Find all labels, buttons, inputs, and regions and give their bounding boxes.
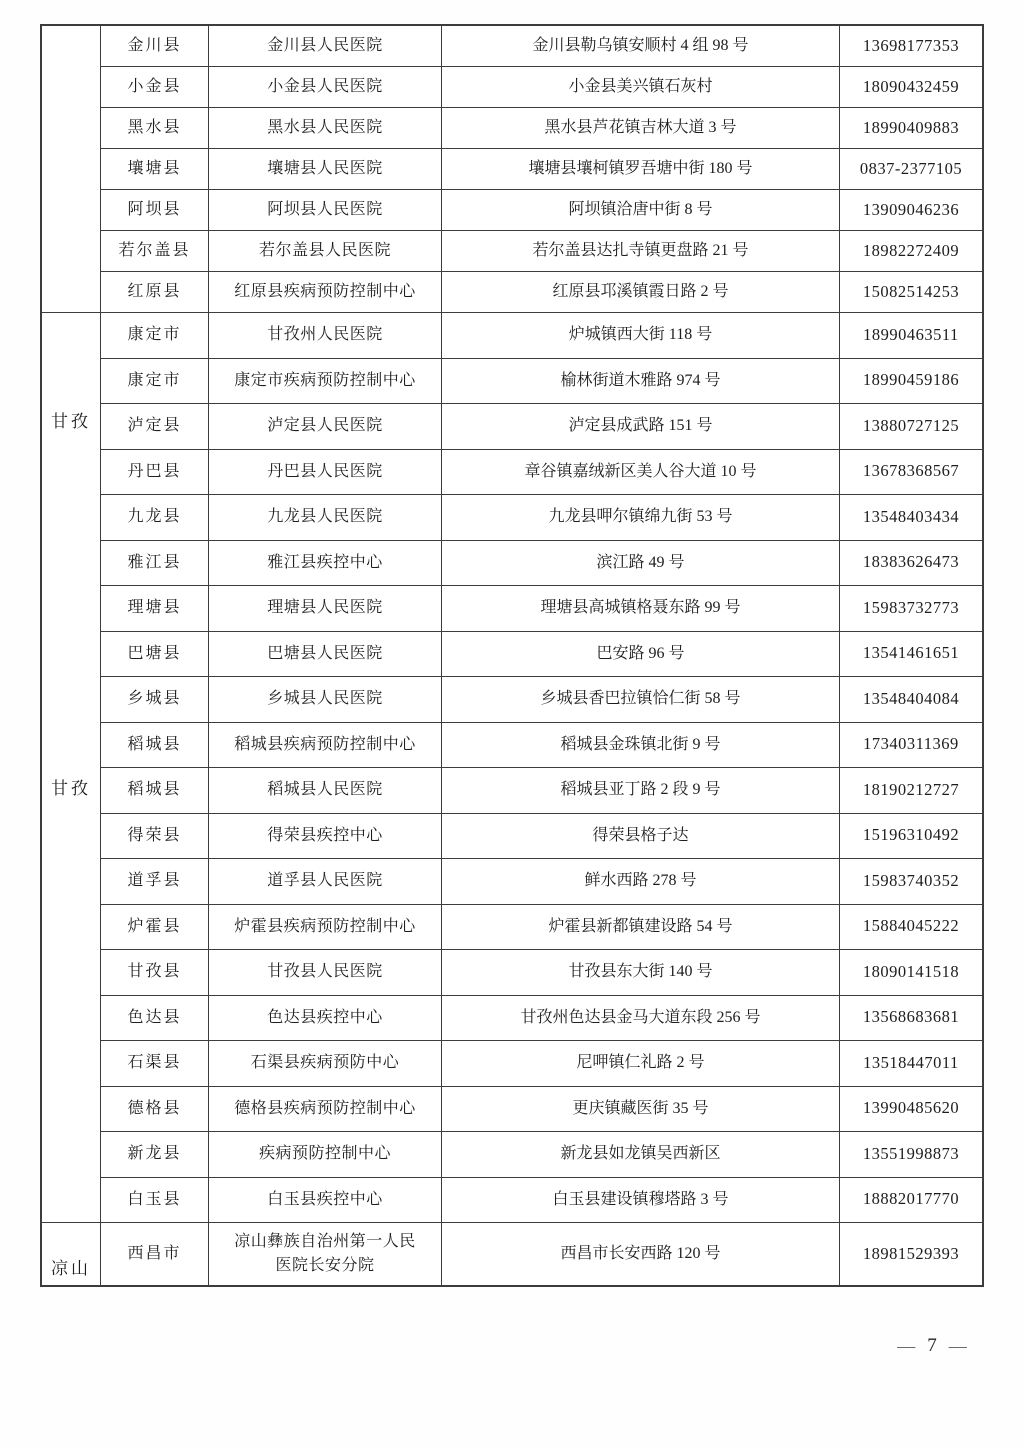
- county-text: 石渠县: [127, 1054, 182, 1072]
- prefecture-cell: [42, 1223, 100, 1285]
- phone-text: 13541461651: [862, 643, 960, 663]
- institution-cell: [209, 26, 442, 66]
- phone-text: 15884045222: [862, 916, 960, 936]
- address-text: 甘孜州色达县金马大道东段 256 号: [520, 1008, 761, 1026]
- address-text: 稻城县亚丁路 2 段 9 号: [560, 781, 721, 799]
- phone-cell: [840, 1178, 982, 1223]
- phone-cell: [840, 495, 982, 540]
- county-text: 西昌市: [127, 1245, 182, 1262]
- institution-cell: [209, 1132, 442, 1177]
- phone-cell: [840, 1132, 982, 1177]
- institution-cell: [209, 768, 442, 813]
- phone-cell: [840, 359, 982, 404]
- county-text: 得荣县: [127, 826, 182, 844]
- institution-cell: [209, 1223, 442, 1285]
- county-text: 白玉县: [127, 1190, 182, 1208]
- institution-cell: [209, 950, 442, 995]
- phone-text: 13551998873: [862, 1143, 960, 1163]
- address-cell: [442, 1132, 840, 1177]
- county-cell: [101, 541, 209, 586]
- phone-text: 13678368567: [862, 461, 960, 481]
- address-cell: [442, 996, 840, 1041]
- address-cell: [442, 950, 840, 995]
- county-cell: [101, 586, 209, 631]
- county-text: 金川县: [127, 37, 182, 54]
- table-row: [101, 632, 982, 678]
- county-cell: [101, 149, 209, 189]
- institution-cell: [209, 1178, 442, 1223]
- institution-text: 德格县疾病预防控制中心: [234, 1099, 416, 1117]
- county-text: 理塘县: [127, 599, 182, 617]
- phone-cell: [840, 1223, 982, 1285]
- address-text: 小金县美兴镇石灰村: [568, 78, 713, 95]
- institution-cell: [209, 1087, 442, 1132]
- address-cell: [442, 67, 840, 107]
- phone-text: 13880727125: [862, 415, 960, 435]
- institution-text: 巴塘县人民医院: [267, 644, 383, 662]
- phone-text: 18090432459: [862, 76, 960, 96]
- institution-cell: [209, 859, 442, 904]
- institution-cell: [209, 632, 442, 677]
- county-text: 小金县: [127, 78, 182, 95]
- county-text: 康定市: [127, 326, 182, 344]
- phone-text: 13548404084: [862, 688, 960, 708]
- county-cell: [101, 1041, 209, 1086]
- table-row: [101, 541, 982, 587]
- phone-cell: [840, 450, 982, 495]
- table-row: [101, 586, 982, 632]
- institution-cell: [209, 495, 442, 540]
- phone-text: 18882017770: [862, 1189, 960, 1209]
- address-text: 白玉县建设镇穆塔路 3 号: [552, 1190, 729, 1208]
- institution-cell: [209, 450, 442, 495]
- county-cell: [101, 359, 209, 404]
- address-cell: [442, 149, 840, 189]
- phone-cell: [840, 1041, 982, 1086]
- address-text: 更庆镇藏医街 35 号: [572, 1099, 709, 1117]
- address-text: 甘孜县东大街 140 号: [568, 963, 713, 981]
- institution-text: 壤塘县人民医院: [267, 160, 383, 177]
- address-cell: [442, 859, 840, 904]
- prefecture-label: 凉山: [51, 1259, 91, 1278]
- county-text: 阿坝县: [127, 201, 182, 218]
- county-text: 色达县: [127, 1008, 182, 1026]
- phone-text: 15082514253: [862, 281, 960, 301]
- institution-cell: [209, 677, 442, 722]
- institution-cell: [209, 67, 442, 107]
- address-cell: [442, 677, 840, 722]
- county-cell: [101, 1087, 209, 1132]
- address-text: 九龙县呷尔镇绵九街 53 号: [548, 508, 733, 526]
- table-row: [101, 231, 982, 272]
- institution-text: 小金县人民医院: [267, 78, 383, 95]
- phone-text: 0837-2377105: [859, 158, 963, 178]
- institution-cell: [209, 541, 442, 586]
- county-text: 康定市: [127, 371, 182, 389]
- table-row: [101, 404, 982, 450]
- phone-text: 13548403434: [862, 506, 960, 526]
- institution-text: 阿坝县人民医院: [267, 201, 383, 218]
- address-text: 尼呷镇仁礼路 2 号: [576, 1054, 705, 1072]
- address-text: 滨江路 49 号: [596, 553, 685, 571]
- table-row: [101, 359, 982, 405]
- page-number-value: 7: [927, 1335, 937, 1356]
- address-text: 炉霍县新都镇建设路 54 号: [548, 917, 733, 935]
- county-cell: [101, 190, 209, 230]
- county-cell: [101, 950, 209, 995]
- table-row: [101, 814, 982, 860]
- address-cell: [442, 1178, 840, 1223]
- page-number-dash-left: —: [897, 1335, 916, 1356]
- phone-cell: [840, 814, 982, 859]
- county-text: 红原县: [127, 283, 182, 300]
- table-row: [101, 450, 982, 496]
- address-text: 乡城县香巴拉镇恰仁街 58 号: [540, 690, 741, 708]
- phone-cell: [840, 1087, 982, 1132]
- address-cell: [442, 231, 840, 271]
- institution-text: 若尔盖县人民医院: [258, 242, 391, 259]
- county-text: 泸定县: [127, 417, 182, 435]
- table-row: [101, 1223, 982, 1285]
- institution-text: 色达县疾控中心: [267, 1008, 383, 1026]
- address-text: 若尔盖县达扎寺镇更盘路 21 号: [532, 242, 749, 259]
- address-text: 巴安路 96 号: [596, 644, 685, 662]
- contact-directory-table: [40, 24, 984, 1287]
- address-text: 红原县邛溪镇霞日路 2 号: [552, 283, 729, 300]
- address-text: 新龙县如龙镇吴西新区: [560, 1145, 721, 1163]
- table-row: [101, 108, 982, 149]
- table-row: [101, 1132, 982, 1178]
- phone-text: 15983740352: [862, 870, 960, 890]
- institution-cell: [209, 723, 442, 768]
- address-text: 壤塘县壤柯镇罗吾塘中街 180 号: [528, 160, 753, 177]
- table-row: [101, 1178, 982, 1224]
- address-cell: [442, 905, 840, 950]
- institution-text: 九龙县人民医院: [267, 508, 383, 526]
- phone-text: 18982272409: [862, 240, 960, 260]
- county-cell: [101, 1132, 209, 1177]
- county-text: 道孚县: [127, 872, 182, 890]
- phone-cell: [840, 950, 982, 995]
- table-row: [101, 905, 982, 951]
- county-text: 雅江县: [127, 553, 182, 571]
- address-text: 金川县勒乌镇安顺村 4 组 98 号: [532, 37, 749, 54]
- phone-text: 18990463511: [863, 324, 959, 344]
- address-text: 黑水县芦花镇吉林大道 3 号: [544, 119, 737, 136]
- phone-cell: [840, 723, 982, 768]
- address-cell: [442, 632, 840, 677]
- phone-text: 18990409883: [862, 117, 960, 137]
- institution-text: 白玉县疾控中心: [267, 1190, 383, 1208]
- county-cell: [101, 313, 209, 358]
- phone-cell: [840, 996, 982, 1041]
- institution-cell: [209, 149, 442, 189]
- county-cell: [101, 677, 209, 722]
- phone-text: 13990485620: [862, 1098, 960, 1118]
- prefecture-label: 甘孜: [51, 412, 91, 431]
- phone-text: 18981529393: [862, 1243, 960, 1263]
- institution-cell: [209, 905, 442, 950]
- institution-text: 黑水县人民医院: [267, 119, 383, 136]
- institution-text: 甘孜州人民医院: [267, 326, 383, 344]
- table-row: [101, 859, 982, 905]
- phone-text: 18190212727: [862, 779, 960, 799]
- address-cell: [442, 586, 840, 631]
- table-row: [101, 950, 982, 996]
- county-cell: [101, 404, 209, 449]
- address-text: 西昌市长安西路 120 号: [560, 1245, 721, 1262]
- county-cell: [101, 632, 209, 677]
- county-cell: [101, 26, 209, 66]
- institution-text: 丹巴县人民医院: [267, 462, 383, 480]
- phone-text: 13568683681: [862, 1007, 960, 1027]
- county-cell: [101, 723, 209, 768]
- phone-text: 15196310492: [862, 825, 960, 845]
- address-cell: [442, 190, 840, 230]
- address-text: 章谷镇嘉绒新区美人谷大道 10 号: [524, 462, 757, 480]
- table-row: [101, 677, 982, 723]
- address-cell: [442, 26, 840, 66]
- county-cell: [101, 108, 209, 148]
- phone-cell: [840, 231, 982, 271]
- county-cell: [101, 996, 209, 1041]
- county-cell: [101, 67, 209, 107]
- phone-cell: [840, 677, 982, 722]
- county-text: 巴塘县: [127, 644, 182, 662]
- institution-text: 得荣县疾控中心: [267, 826, 383, 844]
- county-cell: [101, 272, 209, 312]
- institution-cell: [209, 586, 442, 631]
- page-number-dash-right: —: [948, 1335, 967, 1356]
- page-number: [862, 1334, 1002, 1358]
- institution-cell: [209, 272, 442, 312]
- institution-cell: [209, 231, 442, 271]
- institution-text: 稻城县人民医院: [267, 781, 383, 799]
- address-text: 炉城镇西大街 118 号: [568, 326, 713, 344]
- phone-cell: [840, 149, 982, 189]
- table-row: [101, 1087, 982, 1133]
- institution-text: 疾病预防控制中心: [258, 1145, 391, 1163]
- county-cell: [101, 495, 209, 540]
- phone-text: 15983732773: [862, 597, 960, 617]
- institution-cell: [209, 1041, 442, 1086]
- address-text: 泸定县成武路 151 号: [568, 417, 713, 435]
- county-cell: [101, 231, 209, 271]
- phone-cell: [840, 190, 982, 230]
- address-cell: [442, 272, 840, 312]
- address-cell: [442, 450, 840, 495]
- institution-cell: [209, 359, 442, 404]
- institution-text: 康定市疾病预防控制中心: [234, 371, 416, 389]
- institution-cell: [209, 313, 442, 358]
- county-cell: [101, 768, 209, 813]
- phone-text: 18990459186: [862, 370, 960, 390]
- county-text: 九龙县: [127, 508, 182, 526]
- institution-text: 石渠县疾病预防中心: [250, 1054, 400, 1072]
- address-cell: [442, 723, 840, 768]
- institution-cell: [209, 404, 442, 449]
- table-row: [101, 149, 982, 190]
- county-text: 炉霍县: [127, 917, 182, 935]
- phone-cell: [840, 26, 982, 66]
- county-cell: [101, 450, 209, 495]
- phone-cell: [840, 404, 982, 449]
- address-cell: [442, 313, 840, 358]
- phone-text: 13909046236: [862, 199, 960, 219]
- county-cell: [101, 905, 209, 950]
- county-text: 新龙县: [127, 1145, 182, 1163]
- phone-text: 17340311369: [863, 734, 959, 754]
- table-row: [101, 996, 982, 1042]
- phone-cell: [840, 541, 982, 586]
- table-row: [101, 313, 982, 359]
- county-cell: [101, 1223, 209, 1285]
- county-text: 甘孜县: [127, 963, 182, 981]
- phone-cell: [840, 859, 982, 904]
- address-text: 得荣县格子达: [592, 826, 689, 844]
- table-row: [101, 67, 982, 108]
- institution-text: 雅江县疾控中心: [267, 553, 383, 571]
- county-text: 稻城县: [127, 735, 182, 753]
- table-row: [101, 1041, 982, 1087]
- institution-text: 金川县人民医院: [267, 37, 383, 54]
- address-cell: [442, 541, 840, 586]
- prefecture-cell-empty: [42, 26, 100, 313]
- institution-text: 道孚县人民医院: [267, 872, 383, 890]
- phone-text: 18383626473: [862, 552, 960, 572]
- phone-cell: [840, 108, 982, 148]
- phone-cell: [840, 768, 982, 813]
- prefecture-label: 甘孜: [51, 779, 91, 798]
- address-cell: [442, 404, 840, 449]
- phone-text: 13698177353: [862, 35, 960, 55]
- address-cell: [442, 495, 840, 540]
- address-cell: [442, 814, 840, 859]
- address-text: 理塘县高城镇格聂东路 99 号: [540, 599, 741, 617]
- table-row: [101, 26, 982, 67]
- table-row: [101, 768, 982, 814]
- institution-text: 红原县疾病预防控制中心: [234, 283, 416, 300]
- address-text: 榆林街道木雅路 974 号: [560, 371, 721, 389]
- address-text: 稻城县金珠镇北街 9 号: [560, 735, 721, 753]
- phone-cell: [840, 272, 982, 312]
- table-row: [101, 190, 982, 231]
- address-cell: [442, 359, 840, 404]
- phone-cell: [840, 632, 982, 677]
- phone-text: 18090141518: [862, 961, 960, 981]
- county-cell: [101, 814, 209, 859]
- institution-text: 泸定县人民医院: [267, 417, 383, 435]
- phone-cell: [840, 313, 982, 358]
- address-cell: [442, 1041, 840, 1086]
- address-cell: [442, 768, 840, 813]
- table-row: [101, 272, 982, 313]
- institution-text: 理塘县人民医院: [267, 599, 383, 617]
- phone-cell: [840, 67, 982, 107]
- institution-cell: [209, 108, 442, 148]
- county-text: 稻城县: [127, 781, 182, 799]
- institution-text: 炉霍县疾病预防控制中心: [234, 917, 416, 935]
- institution-text: 甘孜县人民医院: [267, 963, 383, 981]
- prefecture-cell: [42, 313, 100, 1223]
- county-text: 壤塘县: [127, 160, 182, 177]
- county-cell: [101, 859, 209, 904]
- county-text: 黑水县: [127, 119, 182, 136]
- institution-text: 稻城县疾病预防控制中心: [234, 735, 416, 753]
- prefecture-column: [42, 26, 101, 1285]
- address-text: 阿坝镇洽唐中街 8 号: [568, 201, 713, 218]
- address-cell: [442, 1223, 840, 1285]
- table-rows-column: [101, 26, 982, 1285]
- county-cell: [101, 1178, 209, 1223]
- institution-cell: [209, 814, 442, 859]
- county-text: 乡城县: [127, 690, 182, 708]
- institution-cell: [209, 996, 442, 1041]
- table-row: [101, 495, 982, 541]
- address-cell: [442, 1087, 840, 1132]
- county-text: 丹巴县: [127, 462, 182, 480]
- phone-cell: [840, 905, 982, 950]
- institution-cell: [209, 190, 442, 230]
- table-row: [101, 723, 982, 769]
- institution-text: 乡城县人民医院: [267, 690, 383, 708]
- institution-text: 凉山彝族自治州第一人民医院长安分院: [234, 1233, 416, 1274]
- address-cell: [442, 108, 840, 148]
- county-text: 德格县: [127, 1099, 182, 1117]
- phone-text: 13518447011: [863, 1052, 959, 1072]
- address-text: 鲜水西路 278 号: [584, 872, 697, 890]
- phone-cell: [840, 586, 982, 631]
- county-text: 若尔盖县: [118, 242, 191, 259]
